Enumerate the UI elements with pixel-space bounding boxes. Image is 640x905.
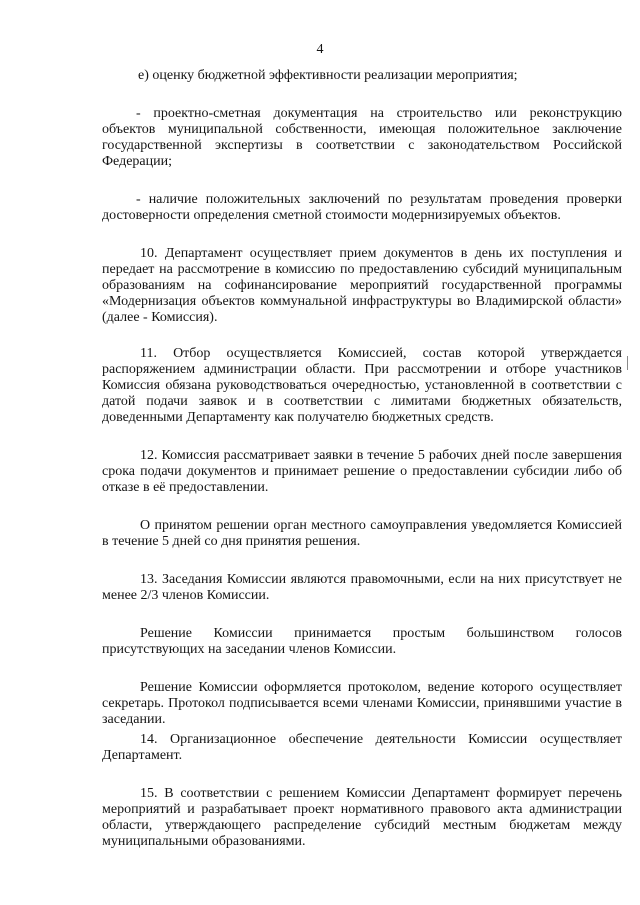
paragraph-15: 15. В соответствии с решением Комиссии Департамент формирует перечень мероприятий и разрабатывает проект нормативного правового акта администрации области, утверждающего распределение субсидий местным бюджетам между муниципальными образованиями. (102, 786, 622, 849)
paragraph-notification: О принятом решении орган местного самоуправления уведомляется Комиссией в течение 5 дней со дня принятия решения. (102, 518, 622, 549)
paragraph-12: 12. Комиссия рассматривает заявки в течение 5 рабочих дней после завершения срока подачи документов и принимает решение о предоставлении субсидии либо об отказе в её предоставлении. (102, 448, 622, 495)
paragraph-decision-protocol: Решение Комиссии оформляется протоколом, ведение которого осуществляет секретарь. Протокол подписывается всеми членами Комиссии, принявшими участие в заседании. (102, 680, 622, 727)
paragraph-positive-conclusions: - наличие положительных заключений по результатам проведения проверки достоверности определения сметной стоимости модернизируемых объектов. (102, 192, 622, 223)
scan-mark (627, 356, 628, 370)
paragraph-decision-majority: Решение Комиссии принимается простым большинством голосов присутствующих на заседании членов Комиссии. (102, 626, 622, 657)
paragraph-10: 10. Департамент осуществляет прием документов в день их поступления и передает на рассмотрение в комиссию по предоставлению субсидий муниципальным образованиям на софинансирование мероприятий государственной программы «Модернизация объектов коммунальной инфраструктуры во Владимирской области» (далее - Комиссия). (102, 246, 622, 325)
paragraph-14: 14. Организационное обеспечение деятельности Комиссии осуществляет Департамент. (102, 732, 622, 763)
page-number: 4 (316, 42, 324, 57)
paragraph-11: 11. Отбор осуществляется Комиссией, состав которой утверждается распоряжением администрации области. При рассмотрении и отборе участников Комиссия обязана руководствоваться очередностью, установленной в соответствии с датой подачи заявок и в соответствии с лимитами бюджетных обязательств, доведенными Департаменту как получателю бюджетных средств. (102, 346, 622, 425)
paragraph-item-e: е) оценку бюджетной эффективности реализации мероприятия; (138, 68, 518, 83)
paragraph-design-documentation: - проектно-сметная документация на строительство или реконструкцию объектов муниципальной собственности, имеющая положительное заключение государственной экспертизы в соответствии с законодательством Российской Федерации; (102, 106, 622, 169)
document-body (102, 68, 622, 850)
paragraph-13: 13. Заседания Комиссии являются правомочными, если на них присутствует не менее 2/3 членов Комиссии. (102, 572, 622, 603)
